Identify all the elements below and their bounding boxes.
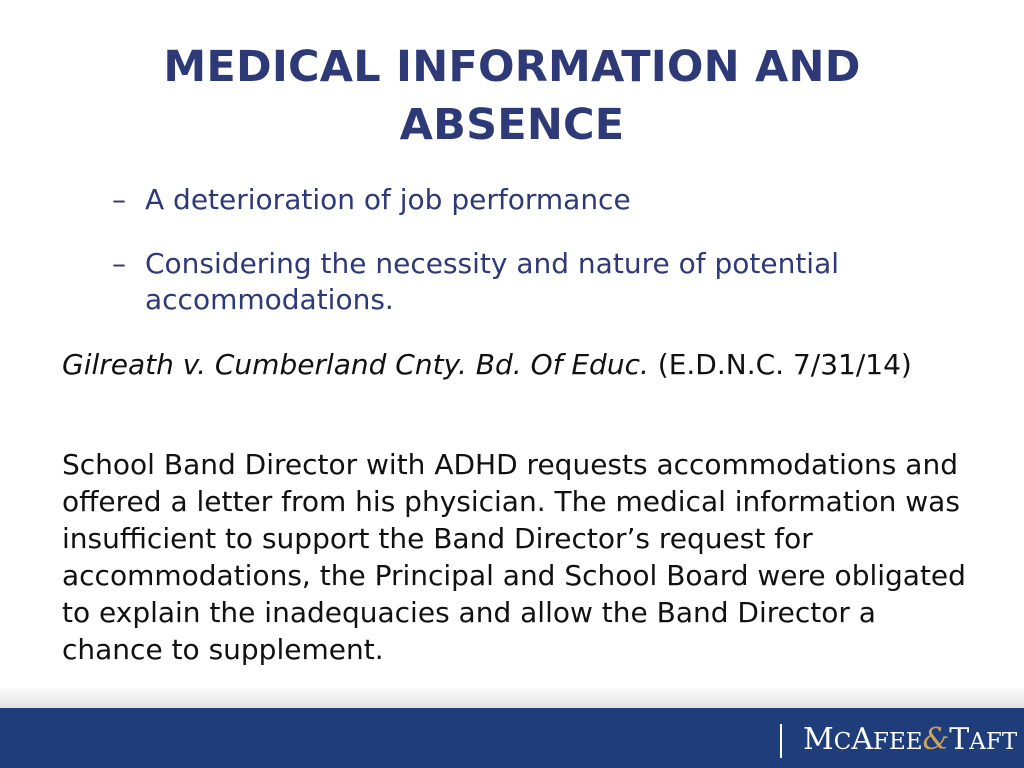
bullet-item <box>112 246 912 318</box>
logo-ampersand: & <box>922 722 950 757</box>
bullet-list <box>112 182 912 346</box>
bullet-item <box>112 182 912 218</box>
logo-text: FEE <box>873 729 923 755</box>
mcafee-taft-logo <box>803 722 1017 760</box>
title-line-2: ABSENCE <box>399 100 625 150</box>
logo-divider <box>780 724 782 758</box>
footer-shadow <box>0 686 1024 708</box>
dash-marker: – <box>112 247 126 280</box>
logo-text: A <box>851 722 873 757</box>
logo-text: C <box>833 729 852 755</box>
footer-bar <box>0 708 1024 768</box>
logo-text: AFT <box>969 729 1018 755</box>
case-name: Gilreath v. Cumberland Cnty. Bd. Of Educ. <box>62 348 649 381</box>
dash-marker: – <box>112 183 126 216</box>
logo-text: M <box>803 722 834 757</box>
case-court-date: (E.D.N.C. 7/31/14) <box>648 348 912 381</box>
bullet-text: A deterioration of job performance <box>145 183 631 216</box>
bullet-text: Considering the necessity and nature of potential accommodations. <box>145 247 840 316</box>
case-summary: School Band Director with ADHD requests accommodations and offered a letter from his physician. The medical information was insufficient to support the Band Director’s request for accommodations, the Principal and School Board were obligated to explain the inadequacies and allow the Band Director a chance to supplement. <box>62 448 966 666</box>
logo-text: T <box>949 722 970 757</box>
slide-title <box>0 38 1024 154</box>
case-citation <box>62 346 962 383</box>
title-line-1: MEDICAL INFORMATION AND <box>163 42 861 92</box>
